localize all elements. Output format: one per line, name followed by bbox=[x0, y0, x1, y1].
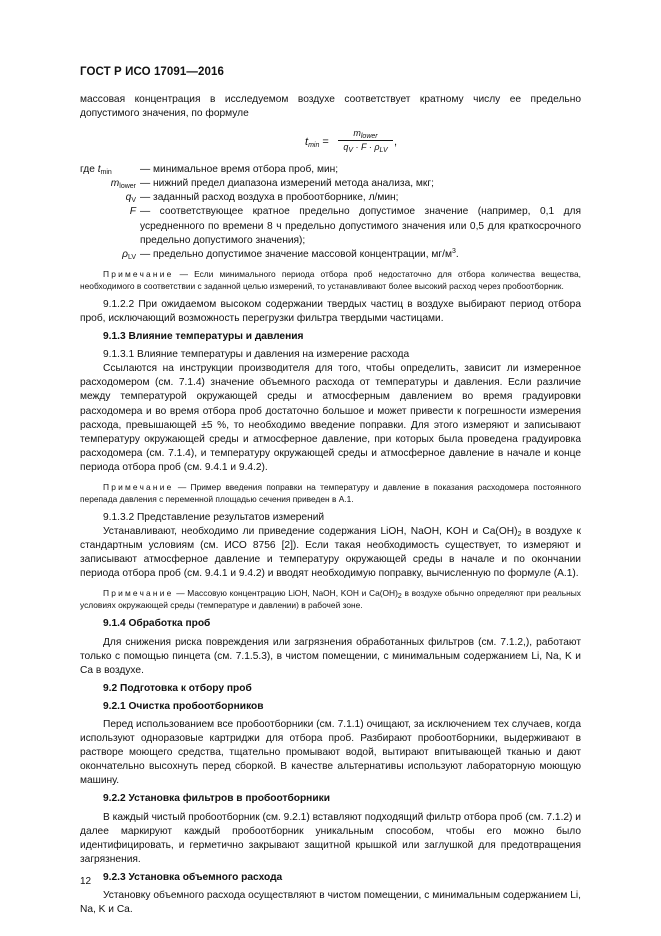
paragraph-9-1-3-1-title: 9.1.3.1 Влияние температуры и давления на измерение расхода bbox=[103, 349, 410, 361]
page-body bbox=[80, 93, 581, 917]
heading-9-2-2: 9.2.2 Установка фильтров в пробоотборники bbox=[103, 793, 330, 805]
heading-9-2-1: 9.2.1 Очистка пробоотборников bbox=[103, 700, 264, 712]
heading-9-2: 9.2 Подготовка к отбору проб bbox=[103, 682, 252, 694]
paragraph-9-1-3-1: Ссылаются на инструкции производителя для того, чтобы определить, зависит ли измеренное расходомером (см. 7.1.4) значение объемного расхода от температуры и давления. Если различие между температурой окружающей среды и атмосферным давлением во время градуировки расходомера и во время отбора проб достаточно большое и может привести к погрешности измерения расхода, превышающей ±5 %, то необходимо введение поправки. Для этого измеряют и записывают температуру окружающей среды и атмосферное давление, при которых была проведена градуировка расходомера (см. 7.1.4), и температуру окружающей среды и атмосферное давление в начале и конце периода отбора проб (см. 9.4.1 и 9.4.2). bbox=[80, 363, 581, 473]
heading-9-1-3: 9.1.3 Влияние температуры и давления bbox=[103, 331, 304, 343]
formula-fraction bbox=[338, 127, 393, 153]
where-item: F — соответствующее кратное предельно допустимое значение (например, 0,1 для усредненного по времени 8 ч предельно допустимого значения или 0,5 для краткосрочного предельно допустимого значения); bbox=[129, 206, 581, 246]
paragraph-9-1-3-2-title: 9.1.3.2 Представление результатов измерений bbox=[103, 511, 325, 523]
heading-9-2-3: 9.2.3 Установка объемного расхода bbox=[103, 871, 283, 883]
where-item: где $t_{min}$ — минимальное время отбора проб, мин; bbox=[80, 164, 339, 177]
heading-9-1-4: 9.1.4 Обработка проб bbox=[103, 618, 211, 630]
page-number: 12 bbox=[80, 876, 92, 887]
formula-denominator: $q_V \cdot F \cdot \rho_{LV}$ bbox=[343, 142, 388, 155]
paragraph-9-1-2-2: 9.1.2.2 При ожидаемом высоком содержании твердых частиц в воздухе выбирают период отбора проб, исключающий возможность перегрузки фильтра твердыми частицами. bbox=[80, 298, 581, 324]
standard-header: ГОСТ Р ИСО 17091—2016 bbox=[80, 66, 225, 78]
paragraph-9-1-3-2: Устанавливают, необходимо ли приведение содержания LiOH, NaOH, KOH и $Ca(OH)_2$ в воздухе к стандартным условиям (см. ИСО 8756 [2]). Если такая необходимость существует, то измеряют и записывают атмосферное давление и температуру окружающей среды в начале и по окончании периода отбора проб (см. 9.4.1 и 9.4.2) и вводят необходимую поправку, вычисленную по формуле (А.1). bbox=[80, 526, 582, 580]
where-item: $\rho_{LV}$ — предельно допустимое значение массовой концентрации, $мг/м^3$. bbox=[122, 247, 459, 261]
where-item: $m_{lower}$ — нижний предел диапазона измерений метода анализа, мкг; bbox=[110, 178, 434, 191]
intro-paragraph: массовая концентрация в исследуемом воздухе соответствует кратному числу ее предельно допустимого значения, по формуле bbox=[80, 94, 581, 120]
paragraph-9-2-1: Перед использованием все пробоотборники (см. 7.1.1) очищают, за исключением тех случаев, когда используют одноразовые картриджи для отбора проб. Разбирают пробоотборники, выдерживают в растворе моющего средства, тщательно промывают водой, вытирают впитывающей тканью и дают окончательно высохнуть перед сборкой. В качестве альтернативы используют лабораторную моющую машину. bbox=[80, 719, 581, 787]
paragraph-9-1-4: Для снижения риска повреждения или загрязнения обработанных фильтров (см. 7.1.2,), работают только с помощью пинцета (см. 7.1.5.3), в чистом помещении, с минимальным содержанием Li, Na, K и Ca в воздухе. bbox=[80, 636, 581, 676]
note-3: Примечание — Массовую концентрацию LiOH, NaOH, KOH и $Ca(OH)_2$ в воздухе обычно определяют при реальных условиях окружающей среды (температуре и давлении) в рабочей зоне. bbox=[80, 588, 581, 611]
formula-comma: , bbox=[394, 136, 398, 149]
note-1: Примечание — Если минимального периода отбора проб недостаточно для отбора количества вещества, необходимого в соответствии с заданной целью измерений, то устанавливают более высокий расход через пробоотборник. bbox=[80, 268, 581, 291]
formula-lhs: $t_{min}$ = bbox=[305, 136, 329, 150]
paragraph-9-2-3: Установку объемного расхода осуществляют в чистом помещении, с минимальным содержанием Li, Na, K и Ca. bbox=[80, 890, 581, 916]
where-item: $q_V$ — заданный расход воздуха в пробоотборнике, л/мин; bbox=[125, 192, 399, 205]
paragraph-9-2-2: В каждый чистый пробоотборник (см. 9.2.1) вставляют подходящий фильтр отбора проб (см. 7.1.2) и далее маркируют каждый пробоотборник уникальным способом, чтобы его можно было идентифицировать, и герметично закрывают защитной крышкой или заглушкой для предотвращения загрязнения. bbox=[80, 811, 581, 865]
formula bbox=[80, 127, 581, 157]
formula-numerator: $m_{lower}$ bbox=[338, 127, 393, 141]
note-2: Примечание — Пример введения поправки на температуру и давление в показания расходомера постоянного перепада давления с переменной площадью сечения приведен в А.1. bbox=[80, 481, 581, 504]
where-block bbox=[80, 163, 581, 262]
